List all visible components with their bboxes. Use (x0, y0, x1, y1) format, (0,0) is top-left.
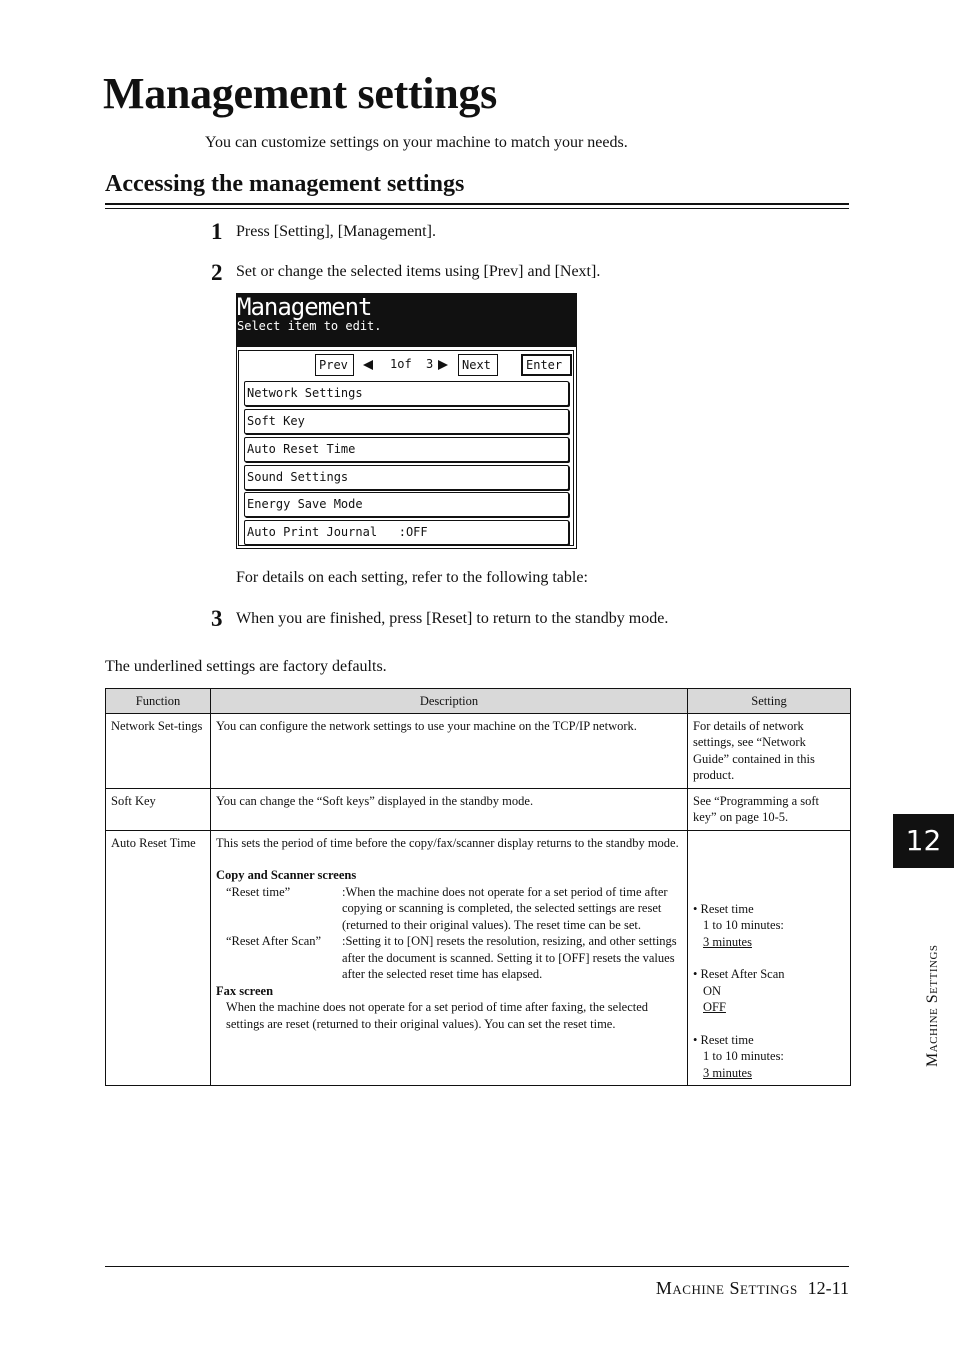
step-number: 1 (211, 219, 223, 244)
page-footer (656, 1278, 849, 1299)
defaults-note: The underlined settings are factory defaults. (105, 658, 387, 675)
setting-cell: See “Programming a soft key” on page 10-5. (688, 788, 851, 830)
setting-reset-time-title: • Reset time (693, 901, 754, 916)
reset-time-text: :When the machine does not operate for a set period of time after copying or scanning is completed, the selected settings are reset (returned to their original values). The reset time can be set. (342, 884, 668, 932)
next-button[interactable]: Next (458, 354, 498, 376)
page-indicator: 1of (390, 357, 412, 371)
setting-cell: For details of network settings, see “Network Guide” contained in this product. (688, 713, 851, 788)
table-row (106, 788, 851, 830)
left-arrow-icon (363, 360, 373, 370)
management-screen (236, 293, 577, 549)
setting-reset-time-default: 3 minutes (703, 934, 752, 949)
function-cell: Network Set-tings (106, 713, 211, 788)
footer-rule (105, 1266, 849, 1267)
setting-fax-reset-time-default: 3 minutes (703, 1065, 752, 1080)
step-number: 2 (211, 260, 223, 285)
fax-screen-heading: Fax screen (216, 983, 274, 998)
reset-after-scan-label: “Reset After Scan” (226, 934, 322, 948)
step-text: Press [Setting], [Management]. (236, 223, 436, 240)
heading-rule-thick (105, 203, 849, 205)
chapter-side-label (904, 887, 941, 1067)
description-cell: You can change the “Soft keys” displayed in the standby mode. (211, 788, 688, 830)
enter-button[interactable]: Enter (521, 354, 572, 376)
menu-item-auto-reset-time[interactable]: Auto Reset Time (244, 437, 569, 462)
setting-cell (688, 830, 851, 1086)
setting-reset-after-scan-title: • Reset After Scan (693, 967, 785, 981)
screen-title: Management (237, 293, 372, 321)
function-cell: Auto Reset Time (106, 830, 211, 1086)
prev-button[interactable]: Prev (315, 354, 354, 376)
column-header-description: Description (211, 689, 688, 714)
menu-item-network-settings[interactable]: Network Settings (244, 381, 569, 406)
heading-rule-thin (105, 208, 849, 209)
reset-after-scan-text: :Setting it to [ON] resets the resolution, resizing, and other settings after the document is scanned. Setting it to [OFF] resets the values after the selected reset time has elapsed. (342, 934, 677, 981)
column-header-function: Function (106, 689, 211, 714)
footer-section: Machine Settings (655, 1278, 798, 1298)
setting-fax-reset-time-title: • Reset time (693, 1032, 754, 1047)
table-row (106, 713, 851, 788)
page-title: Management settings (103, 69, 497, 118)
setting-reset-after-scan-off: OFF (703, 1000, 726, 1014)
step-text: When you are finished, press [Reset] to return to the standby mode. (236, 610, 669, 627)
setting-reset-time-range: 1 to 10 minutes: (703, 918, 784, 932)
description-text: This sets the period of time before the copy/fax/scanner display returns to the standby mode. (216, 835, 679, 850)
description-cell (211, 830, 688, 1086)
settings-table (105, 688, 851, 1086)
function-cell: Soft Key (106, 788, 211, 830)
table-header-row (106, 689, 851, 714)
copy-scanner-heading: Copy and Scanner screens (216, 868, 357, 882)
table-row (106, 830, 851, 1086)
screen-body (238, 350, 574, 546)
chapter-side-label-text: Machine Settings (924, 944, 941, 1067)
chapter-tab: 12 (893, 814, 954, 868)
screen-header (237, 294, 576, 347)
setting-reset-after-scan-on: ON (703, 983, 722, 998)
right-arrow-icon (438, 360, 448, 370)
fax-screen-text: When the machine does not operate for a set period of time after faxing, the selected settings are reset (returned to their original values). You can set the reset time. (226, 1000, 649, 1031)
screen-subtitle: Select item to edit. (237, 319, 382, 333)
menu-item-soft-key[interactable]: Soft Key (244, 409, 569, 434)
section-heading: Accessing the management settings (105, 171, 465, 197)
step-number: 3 (211, 606, 223, 631)
reset-time-label: “Reset time” (226, 884, 291, 899)
setting-fax-reset-time-range: 1 to 10 minutes: (703, 1049, 784, 1063)
menu-item-auto-print-journal[interactable]: Auto Print Journal :OFF (244, 520, 569, 545)
intro-text: You can customize settings on your machine to match your needs. (205, 134, 628, 151)
menu-item-sound-settings[interactable]: Sound Settings (244, 465, 569, 490)
column-header-setting: Setting (688, 689, 851, 714)
page-number: 12-11 (807, 1278, 849, 1298)
step-text: Set or change the selected items using [Prev] and [Next]. (236, 263, 601, 280)
details-note: For details on each setting, refer to the following table: (236, 569, 588, 586)
menu-item-energy-save-mode[interactable]: Energy Save Mode (244, 492, 569, 517)
description-cell: You can configure the network settings to use your machine on the TCP/IP network. (211, 713, 688, 788)
page-total: 3 (426, 357, 434, 371)
